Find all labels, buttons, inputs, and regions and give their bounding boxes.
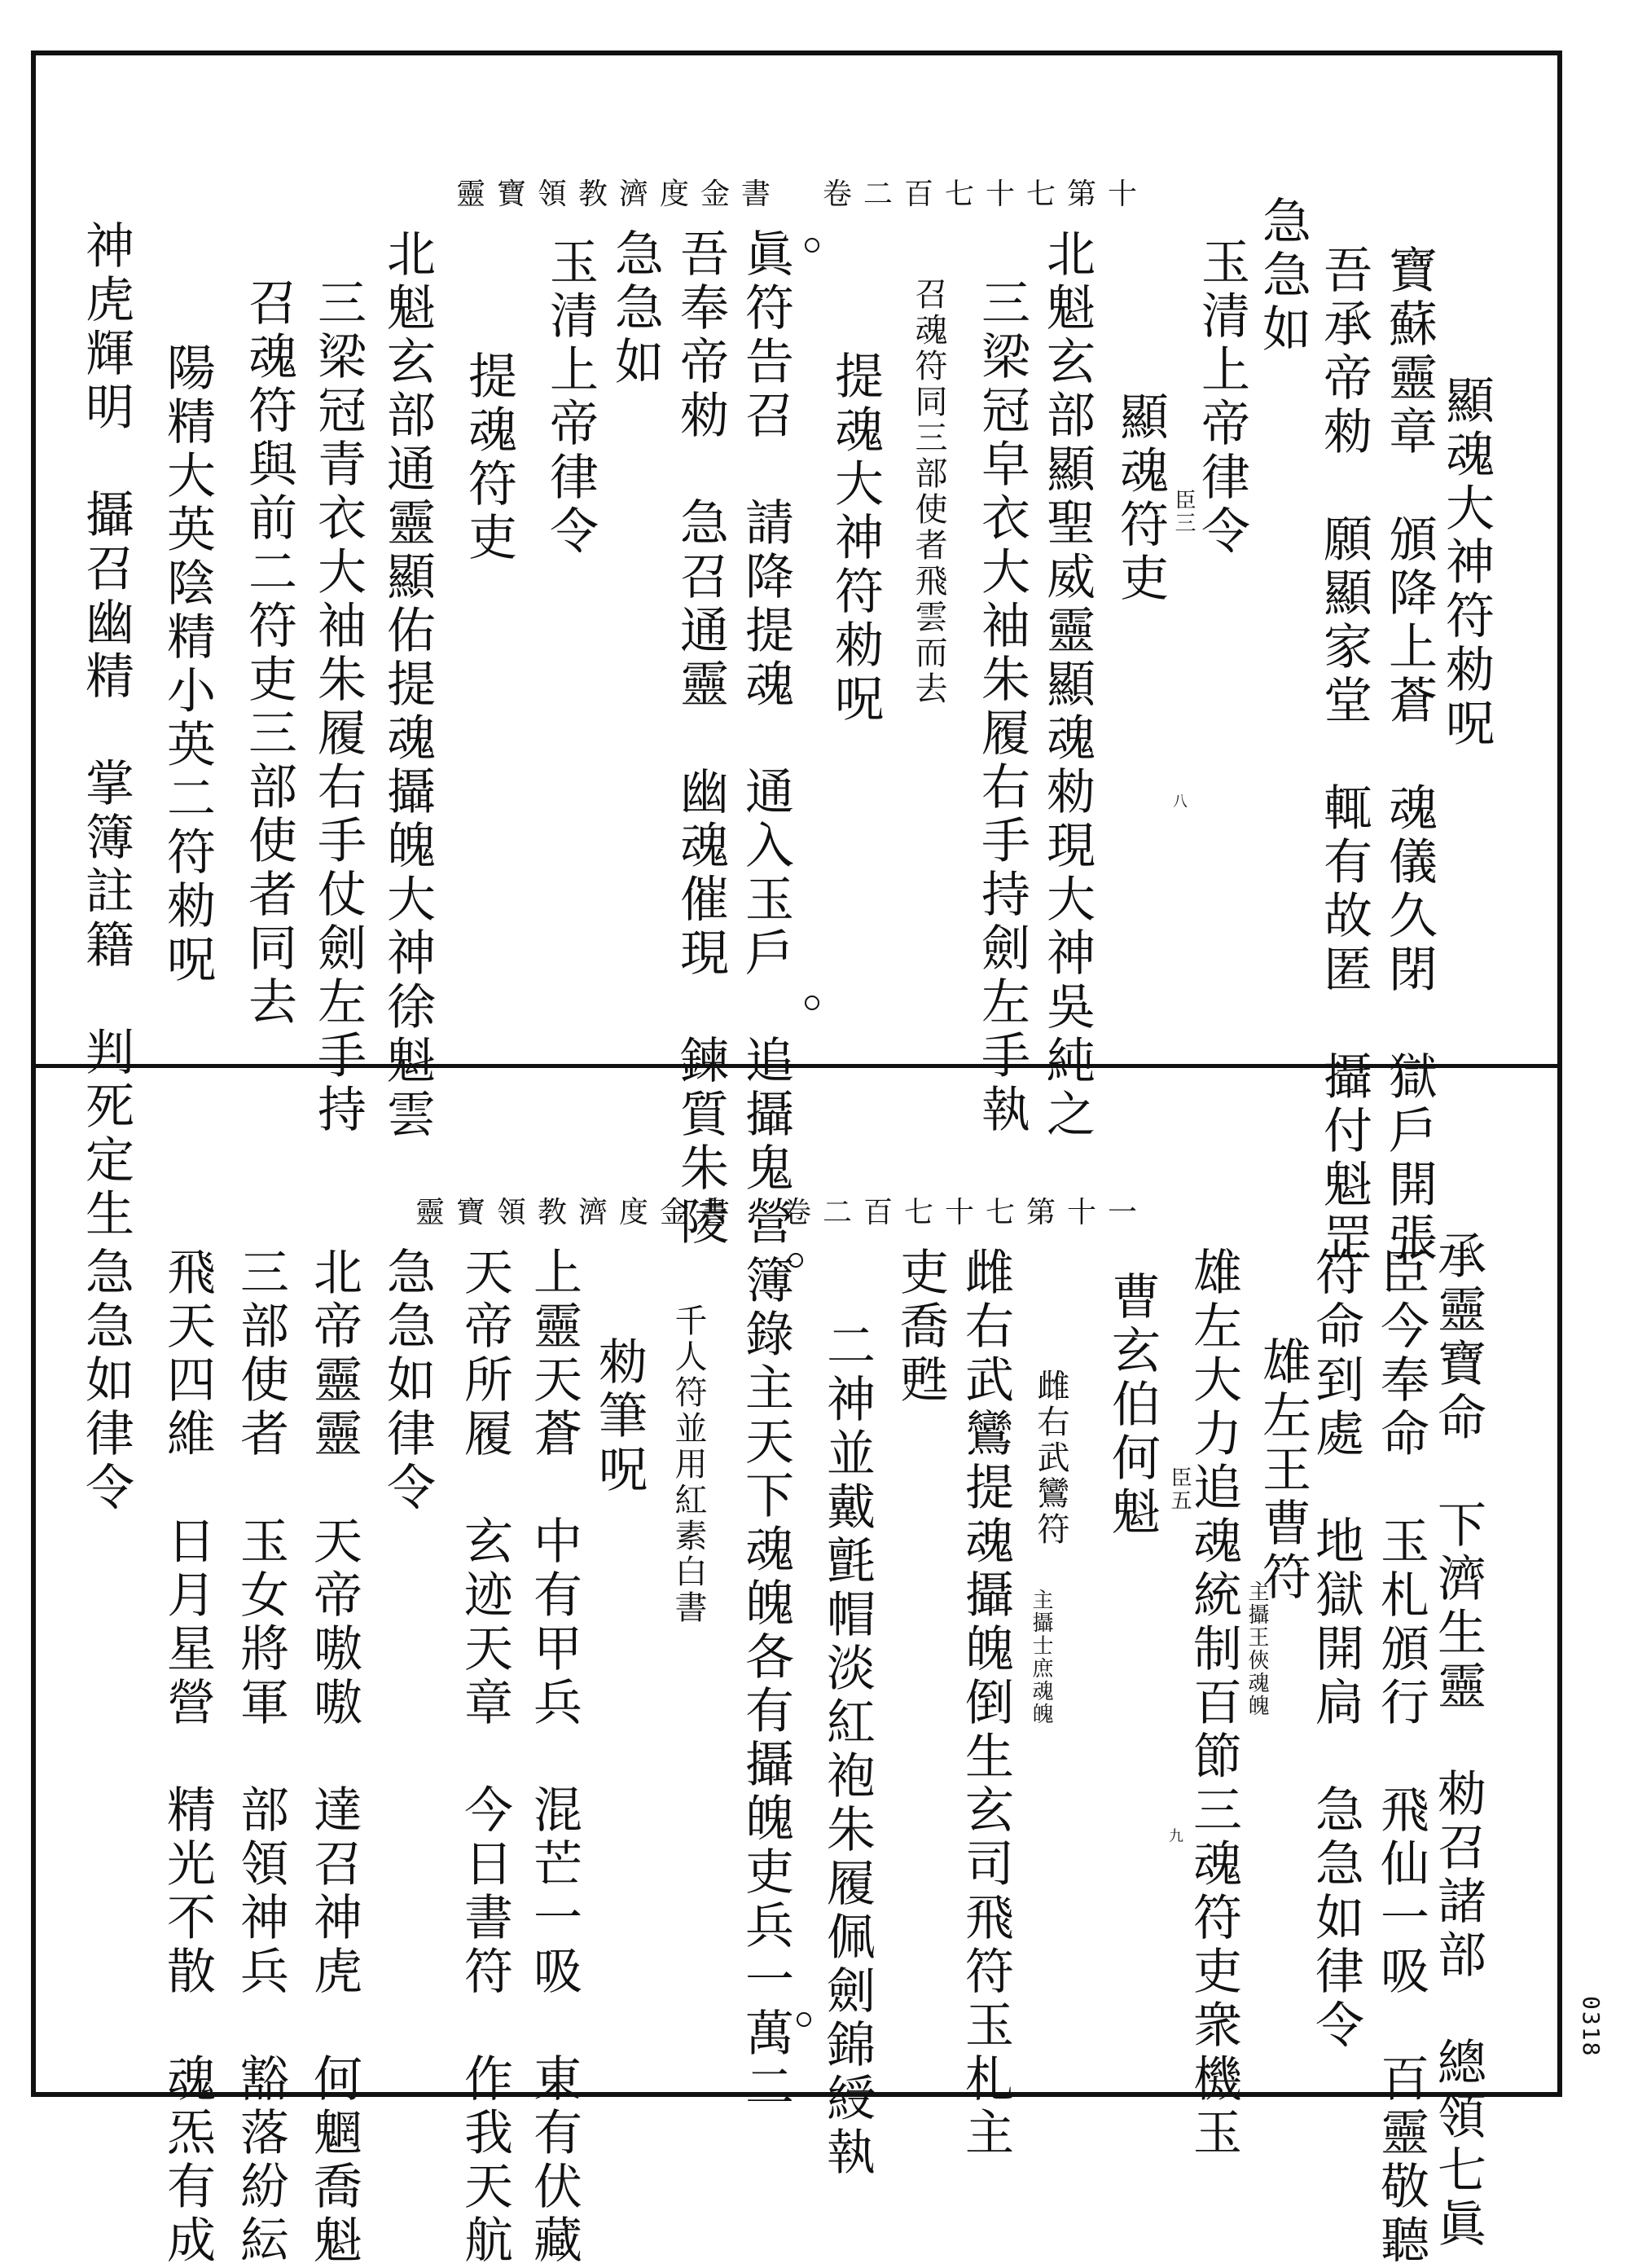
column: 二神並戴氈帽淡紅袍朱履佩劍錦綬執 bbox=[819, 1320, 876, 2180]
column: 吾承帝勑 願顯家堂 輒有故匿 攝付魁罡 bbox=[1315, 244, 1372, 1266]
column: 提魂符吏 bbox=[460, 350, 517, 565]
column: 千人符並用紅素白書 bbox=[670, 1303, 707, 1626]
running-header-upper: 靈寶領教濟度金書 卷二百七十七第十 bbox=[456, 178, 1149, 211]
column: 飛天四維 日月星營 精光不散 魂炁有成 bbox=[159, 1246, 216, 2268]
punctuation-circle bbox=[805, 238, 819, 253]
column: 三梁冠皁衣大袖朱履右手持劍左手執 bbox=[973, 277, 1030, 1137]
column: 急急如 bbox=[607, 228, 664, 389]
column: 雌右武鸞符 bbox=[1032, 1369, 1069, 1548]
interlinear-note: 臣三 bbox=[1171, 489, 1196, 534]
column: 陽精大英陰精小英二符勑呪 bbox=[159, 342, 216, 987]
column: 北魁玄部顯聖威靈顯魂勑現大神吳純之 bbox=[1038, 228, 1096, 1142]
column: 雄左大力追魂統制百節三魂符吏衆機玉 bbox=[1185, 1246, 1242, 2160]
column: 急急如律令 bbox=[379, 1246, 436, 1515]
column: 承靈寶命 下濟生靈 勑召諸部 總領七眞 bbox=[1429, 1230, 1486, 2252]
column: 眞符告召 請降提魂 通入玉戶 追攝鬼營 bbox=[737, 228, 794, 1250]
column: 臣今奉命 玉札頒行 飛仙一吸 百靈敬聽 bbox=[1372, 1246, 1429, 2268]
column: 曹玄伯何魁 bbox=[1104, 1271, 1161, 1540]
folio-lower: 九 bbox=[1169, 1828, 1183, 1845]
column: 雄左王曹符 bbox=[1254, 1336, 1311, 1605]
interlinear-note: 主攝士庶魂魄 bbox=[1029, 1589, 1053, 1725]
punctuation-circle bbox=[797, 2012, 811, 2027]
column: 顯魂符吏 bbox=[1112, 391, 1169, 606]
column: 勑筆呪 bbox=[591, 1336, 648, 1497]
interlinear-note: 主攝王俠魂魄 bbox=[1245, 1580, 1269, 1717]
folio-upper: 八 bbox=[1173, 793, 1188, 811]
column: 玉清上帝律令 bbox=[542, 236, 599, 559]
column: 雌右武鸞提魂攝魄倒生玄司飛符玉札主 bbox=[957, 1246, 1014, 2160]
column: 寶蘇靈章 頒降上蒼 魂儀久閉 獄戶開張 bbox=[1381, 244, 1438, 1266]
running-header-lower: 靈寶領教濟度金書 卷二百七十七第十一 bbox=[415, 1196, 1149, 1229]
column: 急急如律令 bbox=[77, 1246, 134, 1515]
column: 三梁冠青衣大袖朱履右手仗劍左手持 bbox=[310, 277, 367, 1137]
column: 召魂符與前二符吏三部使者同去 bbox=[240, 277, 297, 1030]
punctuation-circle bbox=[805, 996, 819, 1010]
column: 神虎輝明 攝召幽精 掌簿註籍 判死定生 bbox=[77, 220, 134, 1242]
punctuation-circle bbox=[788, 1253, 803, 1268]
column: 天帝所履 玄迹天章 今日書符 作我天航 bbox=[456, 1246, 513, 2268]
column: 三部使者 玉女將軍 部領神兵 豁落紛紜 bbox=[232, 1246, 289, 2268]
column: 玉清上帝律令 bbox=[1193, 236, 1250, 559]
column: 北帝靈靈 天帝嗷嗷 達召神虎 何魍喬魁 bbox=[305, 1246, 362, 2268]
column: 提魂大神符勑呪 bbox=[827, 350, 884, 727]
column: 急急如 bbox=[1254, 196, 1311, 357]
column: 簿錄主天下魂魄各有攝魄吏兵一萬二 bbox=[737, 1255, 794, 2115]
interlinear-note: 臣五 bbox=[1167, 1466, 1192, 1512]
column: 北魁玄部通靈顯佑提魂攝魄大神徐魁雲 bbox=[379, 228, 436, 1142]
column: 符命到處 地獄開扃 急急如律令 bbox=[1307, 1246, 1364, 2053]
column: 吏喬甦 bbox=[892, 1246, 949, 1408]
column: 召魂符同三部使者飛雲而去 bbox=[910, 277, 947, 707]
column: 吾奉帝勑 急召通靈 幽魂催現 鍊質朱陵 bbox=[672, 228, 729, 1250]
page-number: 0318 bbox=[1578, 1996, 1605, 2058]
column: 顯魂大神符勑呪 bbox=[1438, 375, 1495, 751]
column: 上靈天蒼 中有甲兵 混芒一吸 東有伏藏 bbox=[525, 1246, 582, 2268]
